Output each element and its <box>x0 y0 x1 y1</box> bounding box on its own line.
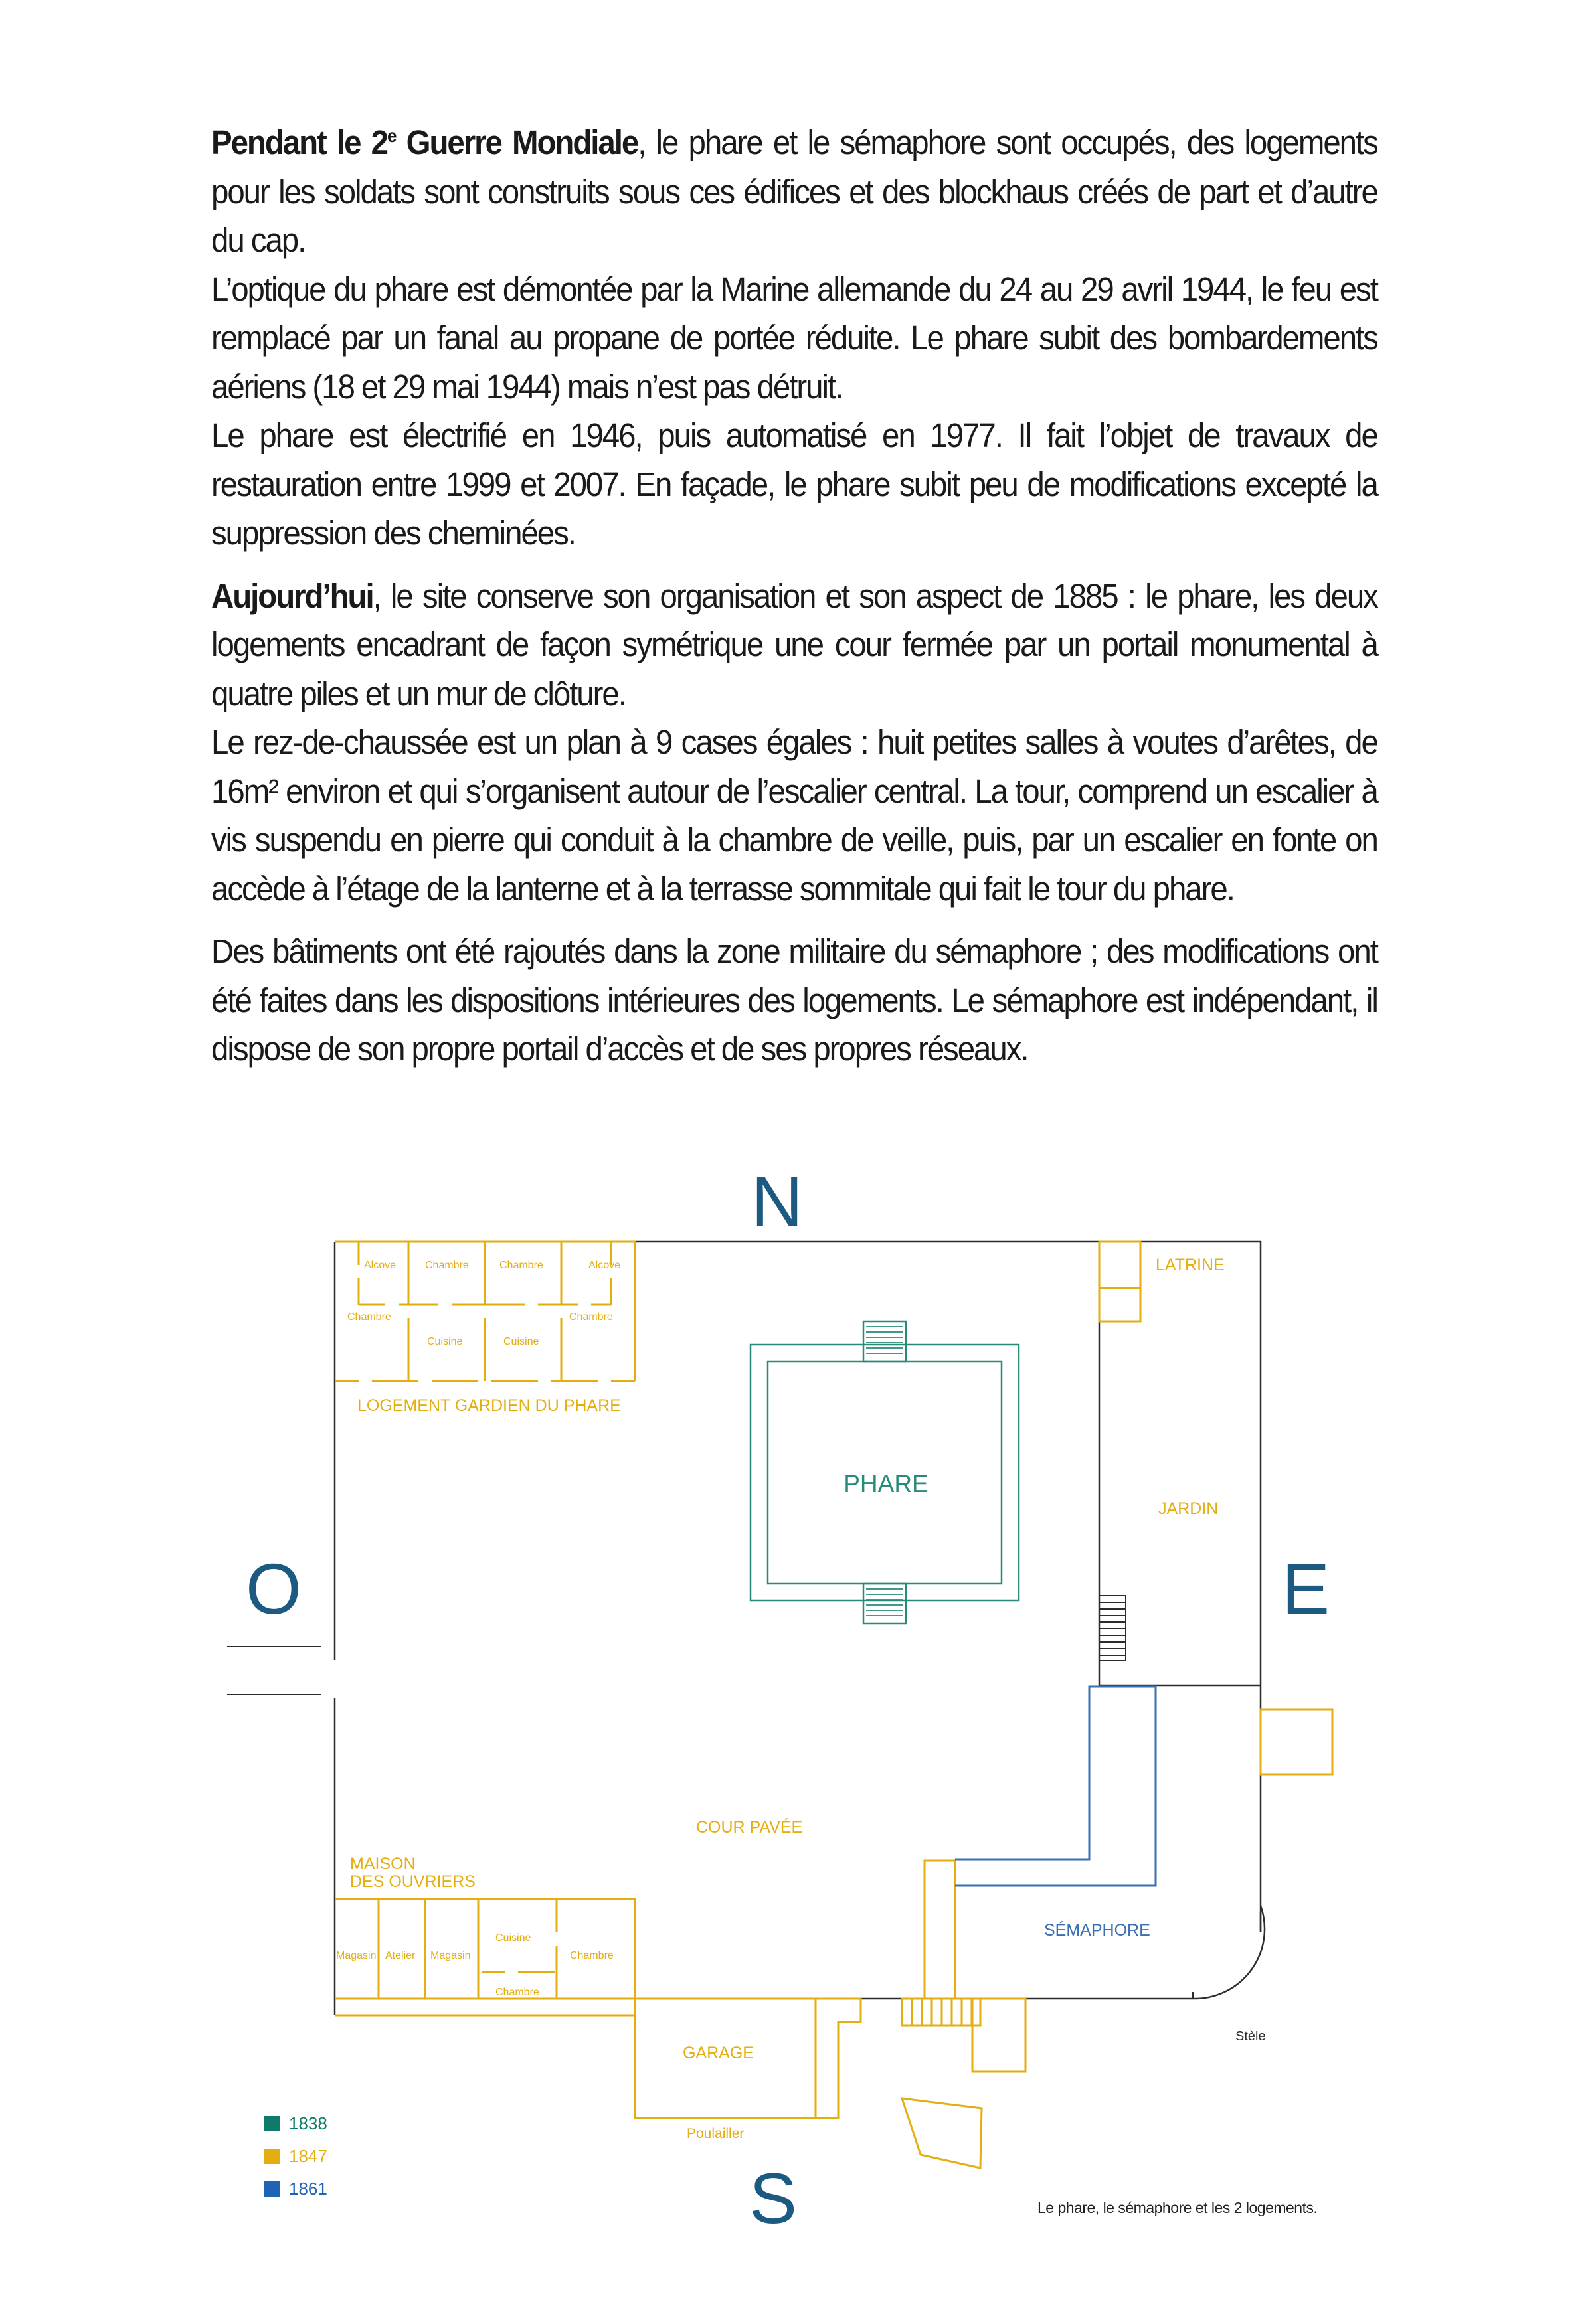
room-label: Magasin <box>430 1950 471 1961</box>
semaphore-wall <box>955 1687 1156 1886</box>
legend-swatch <box>264 2181 280 2197</box>
yellow-structures <box>335 1242 1332 2168</box>
stele-label: Stèle <box>1235 2029 1266 2044</box>
paragraph-optique: L’optique du phare est démontée par la Marine allemande du 24 au 29 avril 1944, le feu est remplacé par un fanal au propane de portée réduite. Le phare subit des bombardements aériens (18 et 29 mai 1944) mais n’est pas détruit. <box>211 270 1377 406</box>
site-plan <box>0 1129 1594 2297</box>
compass-south: S <box>749 2158 798 2238</box>
jardin-stairs <box>1099 1596 1126 1661</box>
lead-ww2: Pendant le 2e Guerre Mondiale <box>211 124 638 161</box>
paragraph-ww2: Pendant le 2e Guerre Mondiale, le phare et le sémaphore sont occupés, des logements pour les soldats sont construits sous ces édifices et des blockhaus créés de part et d’autre du cap. <box>211 124 1377 259</box>
legend-item <box>264 2140 327 2173</box>
room-label: Chambre <box>495 1987 539 1998</box>
maison-label-line1: MAISON <box>350 1855 416 1873</box>
paragraph-rez-de-chaussee: Le rez-de-chaussée est un plan à 9 cases égales : huit petites salles à voutes d’arêtes, de 16m² environ et qui s’organisent autour de l’escalier central. La tour, comprend un escalier à vis suspendu en pierre qui conduit à la chambre de veille, puis, par un escalier en fonte on accède à l’étage de la lanterne et à la terrasse sommitale qui fait le tour du phare. <box>211 723 1377 908</box>
semaphore-label: SÉMAPHORE <box>1044 1921 1150 1940</box>
compass-east: E <box>1281 1548 1330 1629</box>
room-label: Cuisine <box>495 1932 531 1944</box>
room-label: Alcove <box>364 1260 397 1271</box>
garage-label: GARAGE <box>683 2044 754 2062</box>
compass-north: N <box>751 1161 803 1242</box>
room-label: Chambre <box>570 1950 614 1961</box>
figure-caption: Le phare, le sémaphore et les 2 logements. <box>1037 2199 1318 2216</box>
room-label: Magasin <box>336 1950 377 1961</box>
latrine-label: LATRINE <box>1156 1256 1225 1274</box>
legend <box>264 2108 327 2205</box>
poulailler-label: Poulailler <box>687 2126 745 2141</box>
room-label: Chambre <box>425 1260 469 1271</box>
legend-swatch <box>264 2116 280 2131</box>
paragraph-electrification: Le phare est électrifié en 1946, puis automatisé en 1977. Il fait l’objet de travaux de restauration entre 1999 et 2007. En façade, le phare subit peu de modifications excepté la suppression des cheminées. <box>211 416 1377 552</box>
west-entrance-marks <box>227 1647 321 1695</box>
legend-item <box>264 2108 327 2140</box>
legend-year: 1861 <box>289 2179 327 2199</box>
paragraph-aujourdhui: Aujourd’hui, le site conserve son organisation et son aspect de 1885 : le phare, les deux logements encadrant de façon symétrique une cour fermée par un portail monumental à quatre piles et un mur de clôture. <box>211 576 1377 712</box>
room-label: Chambre <box>499 1260 543 1271</box>
legend-year: 1847 <box>289 2146 327 2166</box>
room-label: Cuisine <box>427 1336 463 1347</box>
compass-west: O <box>245 1548 302 1629</box>
logement-label: LOGEMENT GARDIEN DU PHARE <box>357 1396 621 1415</box>
cour-label: COUR PAVÉE <box>696 1818 803 1837</box>
lead-aujourdhui: Aujourd’hui <box>211 576 373 615</box>
text-block <box>211 112 1377 1074</box>
site-plan-drawing <box>0 1129 1594 2297</box>
room-label: Cuisine <box>503 1336 539 1347</box>
room-label: Chambre <box>347 1311 391 1323</box>
room-label: Alcove <box>588 1260 621 1271</box>
phare-label: PHARE <box>843 1470 929 1497</box>
room-label: Atelier <box>385 1950 416 1961</box>
maison-label-line2: DES OUVRIERS <box>350 1872 476 1891</box>
paragraph-batiments: Des bâtiments ont été rajoutés dans la zone militaire du sémaphore ; des modifications ont été faites dans les dispositions intérieures des logements. Le sémaphore est indépendant, il dispose de son propre portail d’accès et de ses propres réseaux. <box>211 932 1377 1068</box>
legend-year: 1838 <box>289 2114 327 2133</box>
legend-item <box>264 2173 327 2205</box>
room-label: Chambre <box>569 1311 613 1323</box>
legend-swatch <box>264 2149 280 2164</box>
jardin-label: JARDIN <box>1158 1499 1219 1518</box>
